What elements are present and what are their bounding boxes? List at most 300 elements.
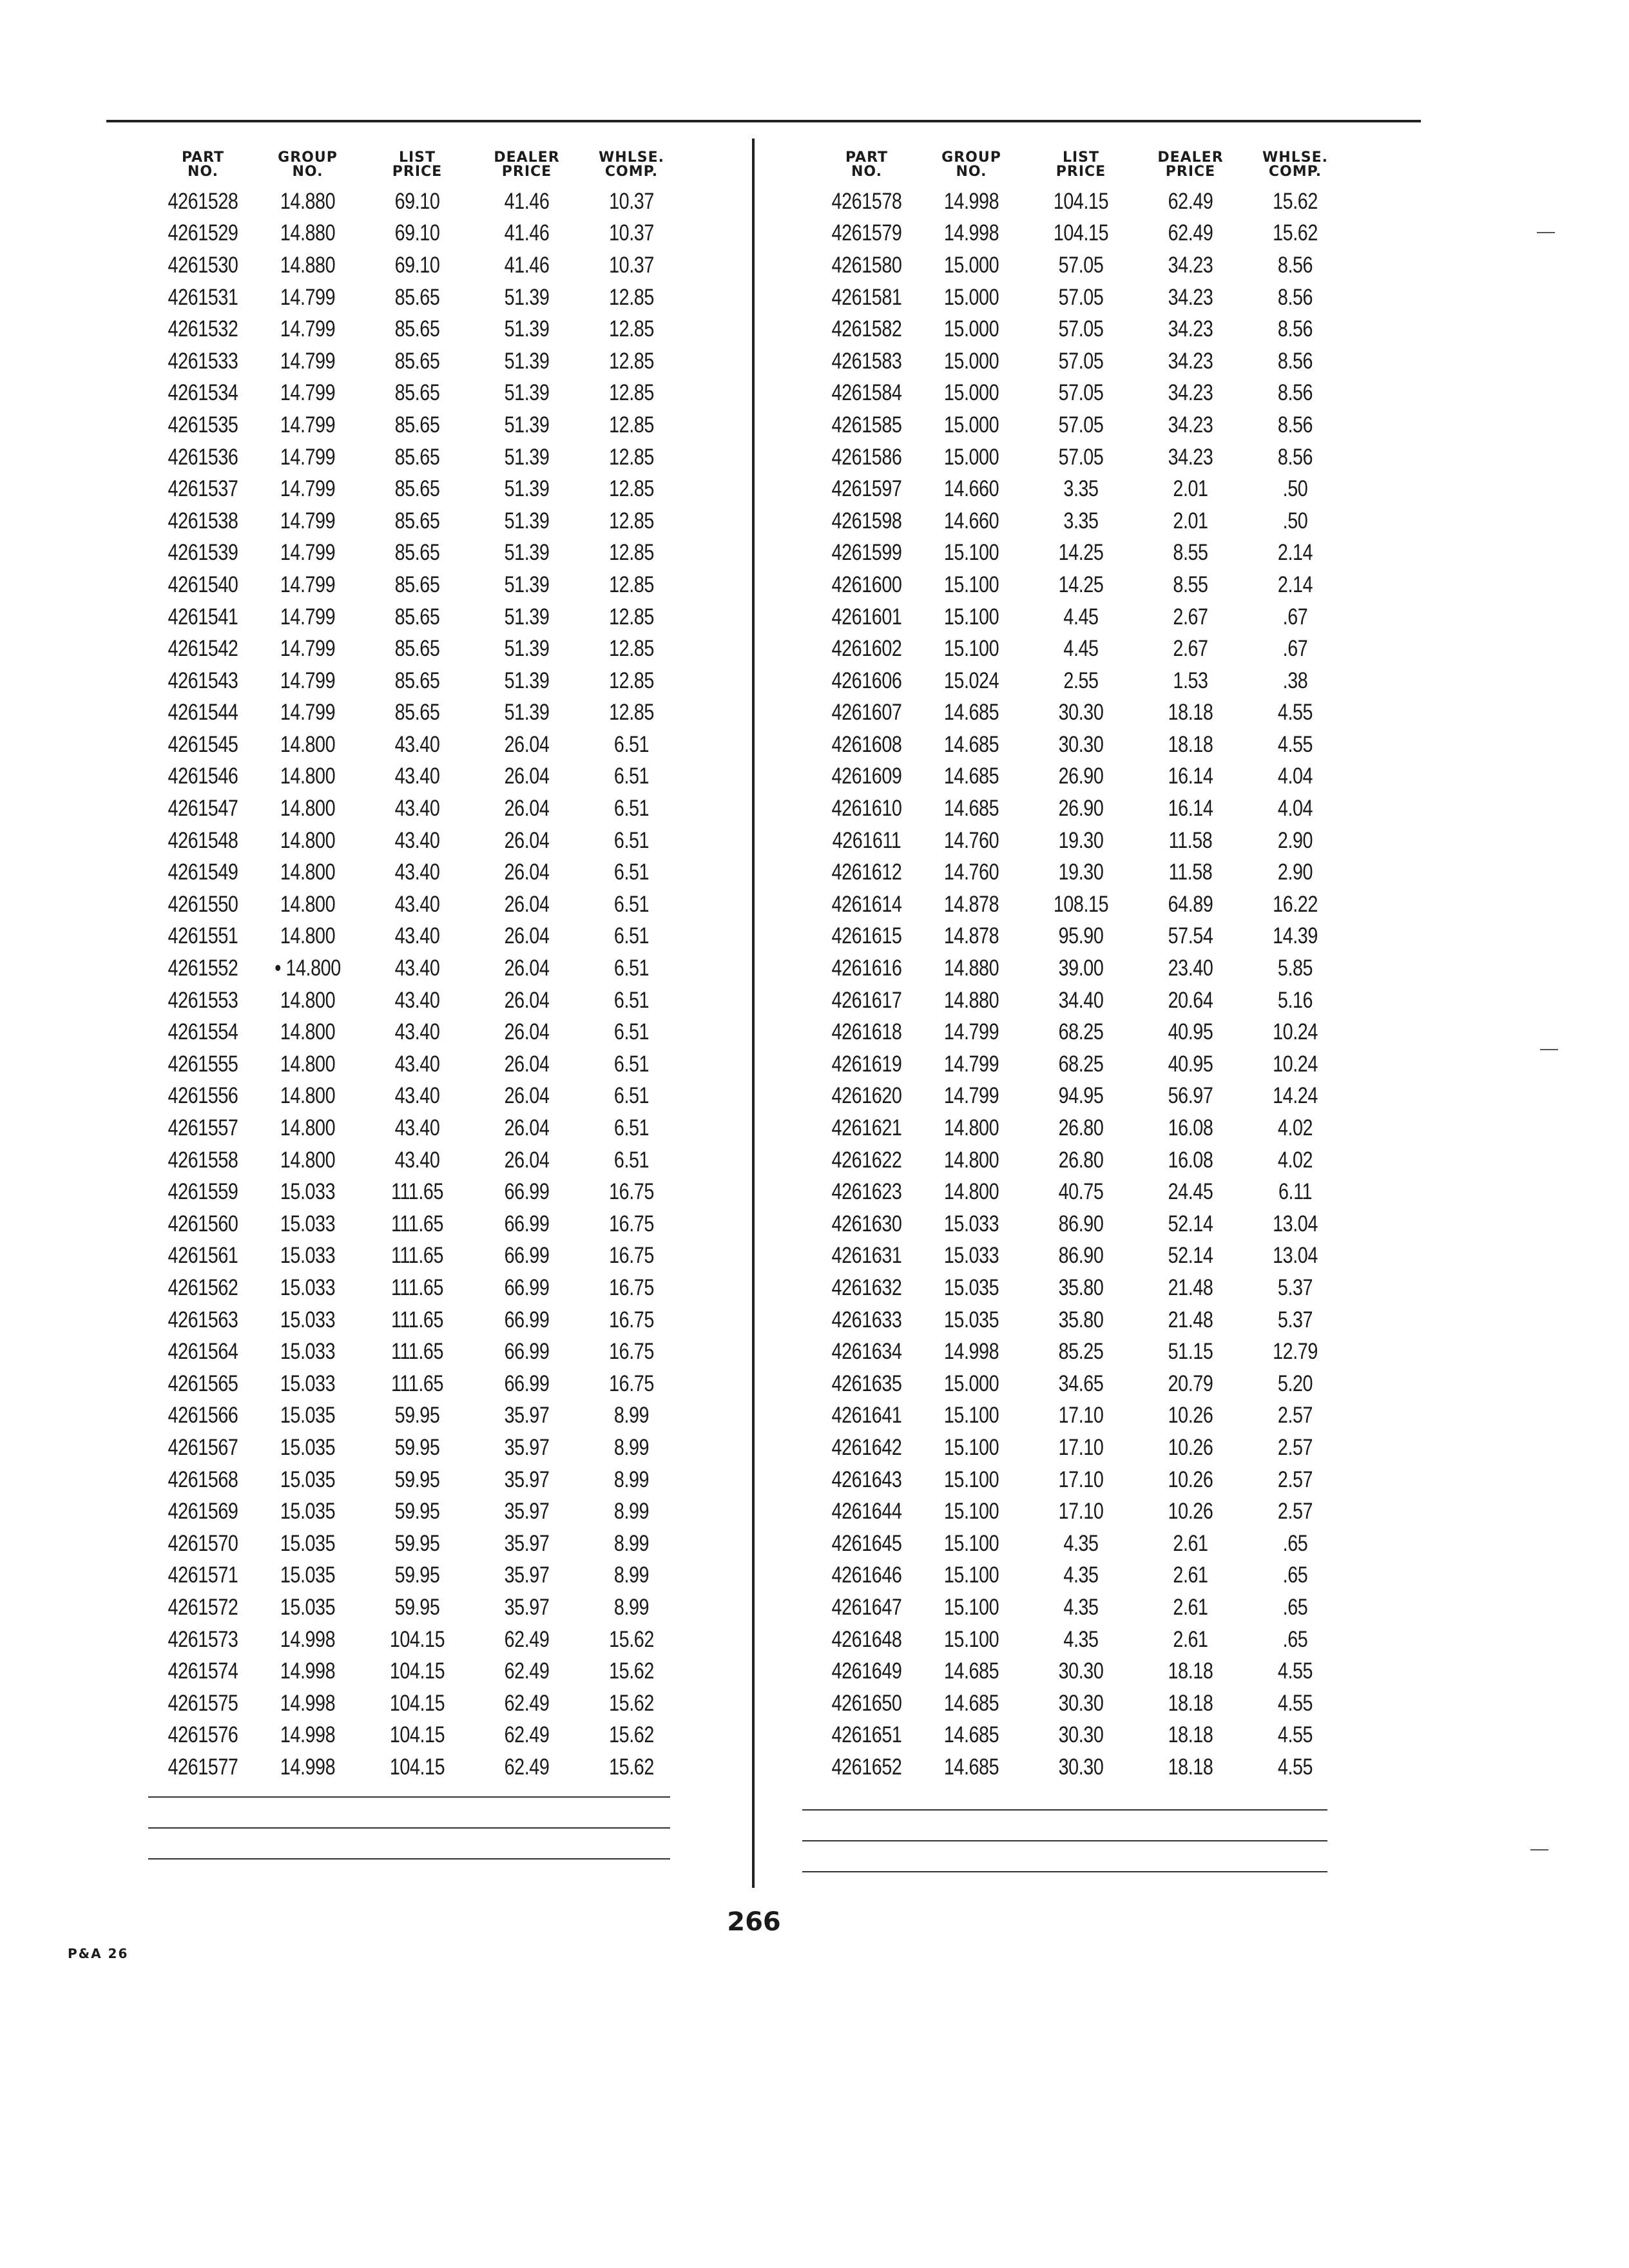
cell-whlse-comp: .38: [1282, 668, 1308, 693]
cell-part-no: 4261647: [831, 1594, 902, 1620]
cell-list-price: 34.65: [1058, 1370, 1104, 1396]
cell-group-no: 14.998: [943, 220, 999, 246]
cell-list-price: 59.95: [394, 1594, 440, 1620]
cell-part-no: 4261570: [168, 1530, 238, 1556]
cell-whlse-comp: 6.51: [613, 827, 650, 853]
cell-list-price: 43.40: [394, 764, 440, 789]
cell-dealer-price: 26.04: [504, 731, 550, 757]
cell-part-no: 4261537: [168, 476, 238, 502]
cell-part-no: 4261614: [831, 891, 902, 917]
cell-group-no: 15.000: [943, 348, 999, 374]
cell-part-no: 4261650: [831, 1690, 902, 1716]
cell-group-no: 15.100: [943, 540, 999, 566]
cell-dealer-price: 66.99: [504, 1274, 550, 1300]
cell-list-price: 43.40: [394, 1019, 440, 1045]
cell-list-price: 57.05: [1058, 380, 1104, 406]
cell-dealer-price: 41.46: [504, 220, 550, 246]
cell-whlse-comp: 6.51: [613, 1147, 650, 1173]
cell-list-price: 85.65: [394, 284, 440, 310]
cell-group-no: 15.100: [943, 604, 999, 629]
table-row: [818, 729, 1344, 761]
cell-list-price: 4.45: [1063, 604, 1099, 629]
cell-whlse-comp: 15.62: [609, 1722, 654, 1748]
cell-whlse-comp: 16.75: [609, 1179, 654, 1205]
table-row: [818, 186, 1344, 218]
table-row: [818, 1176, 1344, 1208]
cell-whlse-comp: 4.55: [1277, 1658, 1313, 1684]
cell-whlse-comp: 12.85: [609, 668, 654, 693]
cell-group-no: 15.033: [280, 1243, 336, 1269]
cell-dealer-price: 2.61: [1173, 1594, 1208, 1620]
cell-group-no: 14.880: [943, 987, 999, 1013]
table-row: [818, 313, 1344, 345]
cell-part-no: 4261608: [831, 731, 902, 757]
cell-dealer-price: 66.99: [504, 1243, 550, 1269]
table-row: [818, 409, 1344, 441]
table-row: [818, 345, 1344, 378]
cell-whlse-comp: 8.99: [613, 1466, 650, 1492]
cell-list-price: 85.25: [1058, 1339, 1104, 1365]
cell-whlse-comp: 12.85: [609, 476, 654, 502]
cell-whlse-comp: .67: [1282, 604, 1308, 629]
cell-group-no: 15.100: [943, 1434, 999, 1460]
header-part-no: PART NO.: [845, 149, 889, 180]
cell-list-price: 2.55: [1063, 668, 1099, 693]
cell-part-no: 4261598: [831, 508, 902, 533]
cell-part-no: 4261567: [168, 1434, 238, 1460]
table-row: [818, 441, 1344, 474]
table-row: [818, 921, 1344, 953]
cell-group-no: 14.799: [280, 668, 336, 693]
cell-list-price: 4.35: [1063, 1562, 1099, 1588]
cell-dealer-price: 8.55: [1173, 572, 1208, 597]
cell-whlse-comp: 12.85: [609, 572, 654, 597]
table-row: [155, 985, 680, 1017]
table-row: [155, 1400, 680, 1432]
table-row: [818, 378, 1344, 410]
table-row: [818, 952, 1344, 985]
cell-group-no: 15.000: [943, 1370, 999, 1396]
table-row: [155, 1624, 680, 1656]
cell-list-price: 43.40: [394, 956, 440, 981]
cell-list-price: 4.35: [1063, 1530, 1099, 1556]
table-row: [818, 985, 1344, 1017]
cell-list-price: 85.65: [394, 380, 440, 406]
cell-part-no: 4261554: [168, 1019, 238, 1045]
cell-list-price: 14.25: [1058, 540, 1104, 566]
table-row: [818, 249, 1344, 282]
cell-whlse-comp: 6.51: [613, 1019, 650, 1045]
table-row: [155, 1464, 680, 1496]
cell-list-price: 85.65: [394, 636, 440, 662]
cell-group-no: 14.800: [280, 923, 336, 949]
cell-list-price: 85.65: [394, 316, 440, 342]
cell-part-no: 4261557: [168, 1115, 238, 1141]
cell-dealer-price: 8.55: [1173, 540, 1208, 566]
cell-part-no: 4261575: [168, 1690, 238, 1716]
cell-list-price: 14.25: [1058, 572, 1104, 597]
table-row: [818, 1751, 1344, 1783]
table-row: [155, 1336, 680, 1368]
header-list-price: LIST PRICE: [1055, 149, 1106, 180]
cell-dealer-price: 52.14: [1168, 1211, 1213, 1236]
cell-list-price: 86.90: [1058, 1211, 1104, 1236]
cell-group-no: 15.000: [943, 444, 999, 470]
cell-list-price: 40.75: [1058, 1179, 1104, 1205]
cell-part-no: 4261538: [168, 508, 238, 533]
cell-dealer-price: 66.99: [504, 1179, 550, 1205]
cell-dealer-price: 62.49: [504, 1722, 550, 1748]
cell-part-no: 4261621: [831, 1115, 902, 1141]
table-row: [818, 1336, 1344, 1368]
cell-whlse-comp: 2.57: [1277, 1499, 1313, 1524]
cell-whlse-comp: 2.57: [1277, 1403, 1313, 1428]
cell-group-no: 15.000: [943, 380, 999, 406]
column-divider: [752, 139, 755, 1888]
cell-part-no: 4261641: [831, 1403, 902, 1428]
cell-dealer-price: 26.04: [504, 956, 550, 981]
right-footer-rule: [802, 1871, 1327, 1872]
cell-dealer-price: 16.14: [1168, 764, 1213, 789]
table-row: [818, 1591, 1344, 1624]
cell-whlse-comp: 8.99: [613, 1499, 650, 1524]
cell-group-no: 14.799: [280, 476, 336, 502]
cell-whlse-comp: 2.90: [1277, 860, 1313, 885]
cell-list-price: 43.40: [394, 796, 440, 822]
cell-group-no: 14.799: [280, 508, 336, 533]
cell-whlse-comp: 12.85: [609, 412, 654, 437]
cell-part-no: 4261581: [831, 284, 902, 310]
cell-part-no: 4261631: [831, 1243, 902, 1269]
table-row: [155, 1687, 680, 1720]
cell-part-no: 4261540: [168, 572, 238, 597]
cell-group-no: 14.760: [943, 827, 999, 853]
cell-dealer-price: 23.40: [1168, 956, 1213, 981]
cell-group-no: 14.998: [280, 1754, 336, 1780]
cell-group-no: 14.998: [280, 1658, 336, 1684]
cell-dealer-price: 18.18: [1168, 1754, 1213, 1780]
cell-dealer-price: 56.97: [1168, 1083, 1213, 1109]
cell-part-no: 4261580: [831, 252, 902, 278]
left-table-header: [155, 140, 680, 179]
cell-dealer-price: 34.23: [1168, 380, 1213, 406]
cell-list-price: 30.30: [1058, 1722, 1104, 1748]
cell-part-no: 4261599: [831, 540, 902, 566]
cell-group-no: 14.660: [943, 476, 999, 502]
cell-dealer-price: 51.39: [504, 444, 550, 470]
cell-dealer-price: 51.39: [504, 700, 550, 726]
cell-dealer-price: 18.18: [1168, 731, 1213, 757]
cell-whlse-comp: 15.62: [609, 1658, 654, 1684]
cell-part-no: 4261564: [168, 1339, 238, 1365]
cell-group-no: 15.000: [943, 284, 999, 310]
table-row: [818, 1208, 1344, 1240]
table-row: [155, 378, 680, 410]
table-row: [818, 1624, 1344, 1656]
cell-group-no: 15.035: [280, 1403, 336, 1428]
cell-whlse-comp: 16.75: [609, 1243, 654, 1269]
cell-dealer-price: 40.95: [1168, 1019, 1213, 1045]
cell-list-price: 59.95: [394, 1434, 440, 1460]
cell-group-no: 15.100: [943, 1530, 999, 1556]
cell-dealer-price: 18.18: [1168, 1722, 1213, 1748]
cell-group-no: 14.800: [280, 764, 336, 789]
cell-group-no: 14.800: [280, 987, 336, 1013]
table-row: [818, 1112, 1344, 1144]
cell-group-no: 14.998: [280, 1690, 336, 1716]
cell-group-no: 14.998: [280, 1626, 336, 1652]
cell-list-price: 85.65: [394, 412, 440, 437]
table-row: [818, 473, 1344, 505]
cell-whlse-comp: 12.85: [609, 284, 654, 310]
cell-whlse-comp: 6.11: [1278, 1179, 1313, 1205]
cell-part-no: 4261646: [831, 1562, 902, 1588]
cell-group-no: 15.035: [280, 1562, 336, 1588]
cell-whlse-comp: 4.55: [1277, 1722, 1313, 1748]
cell-group-no: 14.799: [280, 636, 336, 662]
cell-group-no: 15.033: [280, 1307, 336, 1332]
cell-whlse-comp: 16.75: [609, 1339, 654, 1365]
table-row: [155, 1720, 680, 1752]
cell-group-no: 15.100: [943, 636, 999, 662]
cell-part-no: 4261576: [168, 1722, 238, 1748]
cell-dealer-price: 26.04: [504, 1083, 550, 1109]
left-footer-rule: [148, 1796, 670, 1798]
table-row: [155, 697, 680, 729]
cell-dealer-price: 51.39: [504, 284, 550, 310]
cell-group-no: 14.998: [943, 188, 999, 214]
cell-list-price: 104.15: [1053, 220, 1109, 246]
cell-part-no: 4261620: [831, 1083, 902, 1109]
cell-part-no: 4261550: [168, 891, 238, 917]
cell-group-no: • 14.800: [275, 956, 341, 981]
cell-part-no: 4261559: [168, 1179, 238, 1205]
cell-list-price: 57.05: [1058, 284, 1104, 310]
table-row: [155, 1528, 680, 1560]
table-row: [155, 313, 680, 345]
cell-dealer-price: 66.99: [504, 1370, 550, 1396]
cell-part-no: 4261645: [831, 1530, 902, 1556]
cell-group-no: 15.100: [943, 1626, 999, 1652]
table-row: [818, 282, 1344, 314]
cell-part-no: 4261535: [168, 412, 238, 437]
cell-dealer-price: 10.26: [1168, 1434, 1213, 1460]
cell-part-no: 4261634: [831, 1339, 902, 1365]
cell-dealer-price: 41.46: [504, 252, 550, 278]
cell-whlse-comp: 6.51: [613, 891, 650, 917]
cell-part-no: 4261635: [831, 1370, 902, 1396]
cell-dealer-price: 51.39: [504, 508, 550, 533]
cell-list-price: 104.15: [389, 1754, 445, 1780]
cell-dealer-price: 57.54: [1168, 923, 1213, 949]
cell-list-price: 108.15: [1053, 891, 1109, 917]
cell-dealer-price: 62.49: [504, 1690, 550, 1716]
cell-part-no: 4261652: [831, 1754, 902, 1780]
cell-list-price: 30.30: [1058, 1754, 1104, 1780]
cell-part-no: 4261615: [831, 923, 902, 949]
cell-whlse-comp: 16.22: [1273, 891, 1318, 917]
cell-part-no: 4261549: [168, 860, 238, 885]
cell-list-price: 43.40: [394, 891, 440, 917]
table-row: [818, 1368, 1344, 1400]
table-row: [155, 249, 680, 282]
cell-whlse-comp: .65: [1282, 1562, 1308, 1588]
cell-whlse-comp: 12.85: [609, 380, 654, 406]
cell-group-no: 14.685: [943, 764, 999, 789]
cell-part-no: 4261616: [831, 956, 902, 981]
cell-whlse-comp: 10.37: [609, 220, 654, 246]
cell-dealer-price: 10.26: [1168, 1499, 1213, 1524]
cell-whlse-comp: 8.56: [1277, 252, 1313, 278]
table-row: [818, 1144, 1344, 1177]
cell-whlse-comp: 8.99: [613, 1403, 650, 1428]
table-row: [818, 1048, 1344, 1081]
cell-whlse-comp: 8.56: [1277, 412, 1313, 437]
cell-group-no: 15.100: [943, 572, 999, 597]
cell-part-no: 4261556: [168, 1083, 238, 1109]
cell-group-no: 14.799: [280, 540, 336, 566]
cell-whlse-comp: 5.20: [1277, 1370, 1313, 1396]
cell-part-no: 4261644: [831, 1499, 902, 1524]
cell-group-no: 14.685: [943, 1754, 999, 1780]
cell-list-price: 85.65: [394, 476, 440, 502]
cell-whlse-comp: 5.16: [1277, 987, 1313, 1013]
cell-part-no: 4261643: [831, 1466, 902, 1492]
cell-list-price: 85.65: [394, 668, 440, 693]
cell-part-no: 4261541: [168, 604, 238, 629]
cell-part-no: 4261573: [168, 1626, 238, 1652]
cell-part-no: 4261536: [168, 444, 238, 470]
cell-whlse-comp: 16.75: [609, 1370, 654, 1396]
cell-part-no: 4261607: [831, 700, 902, 726]
table-row: [155, 1304, 680, 1336]
header-group-no: GROUP NO.: [278, 149, 338, 180]
cell-dealer-price: 2.67: [1173, 636, 1208, 662]
table-row: [155, 1432, 680, 1464]
table-row: [155, 1560, 680, 1592]
cell-dealer-price: 51.39: [504, 380, 550, 406]
cell-whlse-comp: 6.51: [613, 956, 650, 981]
cell-part-no: 4261532: [168, 316, 238, 342]
cell-whlse-comp: 2.14: [1277, 572, 1313, 597]
cell-group-no: 14.799: [280, 700, 336, 726]
table-row: [818, 856, 1344, 889]
cell-part-no: 4261630: [831, 1211, 902, 1236]
cell-part-no: 4261574: [168, 1658, 238, 1684]
cell-group-no: 15.100: [943, 1499, 999, 1524]
cell-list-price: 26.80: [1058, 1115, 1104, 1141]
cell-whlse-comp: 6.51: [613, 923, 650, 949]
top-rule: [106, 120, 1421, 122]
cell-list-price: 59.95: [394, 1466, 440, 1492]
left-footer-rule: [148, 1858, 670, 1860]
cell-list-price: 43.40: [394, 1147, 440, 1173]
table-row: [155, 441, 680, 474]
cell-group-no: 15.033: [943, 1243, 999, 1269]
header-group-no: GROUP NO.: [941, 149, 1001, 180]
cell-list-price: 35.80: [1058, 1307, 1104, 1332]
cell-list-price: 85.65: [394, 508, 440, 533]
cell-list-price: 57.05: [1058, 252, 1104, 278]
cell-group-no: 14.799: [280, 412, 336, 437]
cell-list-price: 111.65: [390, 1307, 444, 1332]
cell-list-price: 57.05: [1058, 316, 1104, 342]
table-row: [155, 633, 680, 665]
cell-part-no: 4261584: [831, 380, 902, 406]
cell-part-no: 4261601: [831, 604, 902, 629]
table-row: [818, 1432, 1344, 1464]
cell-part-no: 4261533: [168, 348, 238, 374]
cell-list-price: 43.40: [394, 987, 440, 1013]
cell-list-price: 111.65: [390, 1211, 444, 1236]
table-row: [155, 569, 680, 601]
cell-list-price: 59.95: [394, 1499, 440, 1524]
cell-part-no: 4261586: [831, 444, 902, 470]
cell-group-no: 14.878: [943, 891, 999, 917]
table-row: [155, 665, 680, 697]
table-row: [818, 793, 1344, 825]
cell-list-price: 43.40: [394, 1115, 440, 1141]
cell-dealer-price: 21.48: [1168, 1274, 1213, 1300]
table-row: [818, 1240, 1344, 1273]
cell-group-no: 14.800: [280, 1115, 336, 1141]
cell-dealer-price: 41.46: [504, 188, 550, 214]
cell-part-no: 4261606: [831, 668, 902, 693]
cell-whlse-comp: .65: [1282, 1626, 1308, 1652]
cell-whlse-comp: 12.79: [1273, 1339, 1318, 1365]
right-table-header: [818, 140, 1344, 179]
cell-list-price: 17.10: [1058, 1466, 1104, 1492]
cell-list-price: 85.65: [394, 700, 440, 726]
cell-group-no: 14.880: [280, 188, 336, 214]
cell-list-price: 43.40: [394, 923, 440, 949]
cell-part-no: 4261571: [168, 1562, 238, 1588]
cell-list-price: 43.40: [394, 1083, 440, 1109]
margin-mark: [1537, 232, 1555, 233]
cell-group-no: 15.035: [280, 1434, 336, 1460]
cell-dealer-price: 51.39: [504, 348, 550, 374]
table-row: [818, 665, 1344, 697]
cell-whlse-comp: 8.99: [613, 1562, 650, 1588]
cell-part-no: 4261579: [831, 220, 902, 246]
cell-part-no: 4261546: [168, 764, 238, 789]
cell-whlse-comp: 6.51: [613, 731, 650, 757]
cell-group-no: 15.000: [943, 412, 999, 437]
cell-dealer-price: 2.01: [1173, 476, 1208, 502]
cell-part-no: 4261602: [831, 636, 902, 662]
cell-group-no: 15.035: [943, 1307, 999, 1332]
header-whlse-comp: WHLSE. COMP.: [1262, 149, 1328, 180]
cell-group-no: 14.880: [280, 220, 336, 246]
cell-dealer-price: 10.26: [1168, 1403, 1213, 1428]
cell-part-no: 4261583: [831, 348, 902, 374]
cell-group-no: 14.685: [943, 1658, 999, 1684]
cell-dealer-price: 34.23: [1168, 316, 1213, 342]
cell-list-price: 85.65: [394, 572, 440, 597]
cell-list-price: 104.15: [389, 1722, 445, 1748]
cell-list-price: 43.40: [394, 860, 440, 885]
header-whlse-comp: WHLSE. COMP.: [599, 149, 664, 180]
cell-part-no: 4261651: [831, 1722, 902, 1748]
cell-group-no: 14.799: [943, 1083, 999, 1109]
cell-whlse-comp: 10.24: [1273, 1051, 1318, 1077]
cell-group-no: 15.033: [280, 1211, 336, 1236]
table-row: [155, 793, 680, 825]
cell-group-no: 14.685: [943, 700, 999, 726]
cell-list-price: 85.65: [394, 540, 440, 566]
table-row: [818, 601, 1344, 633]
cell-group-no: 14.799: [280, 348, 336, 374]
